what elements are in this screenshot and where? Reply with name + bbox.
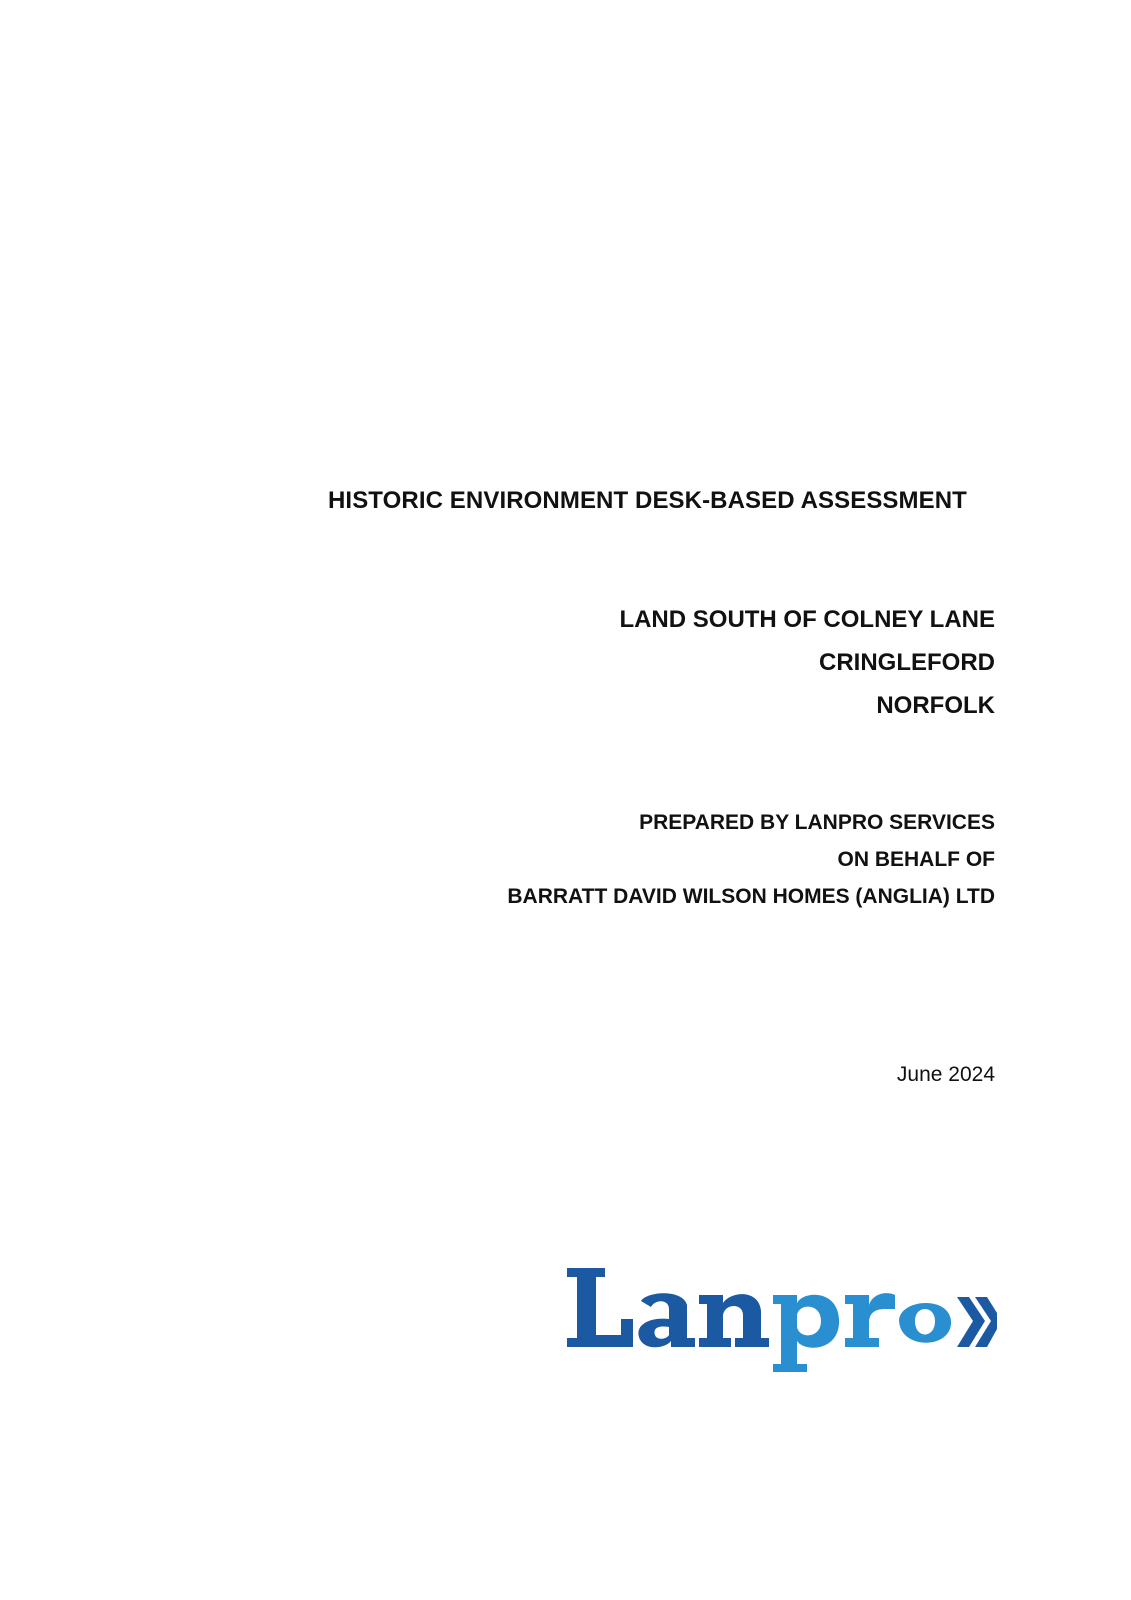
report-title: HISTORIC ENVIRONMENT DESK-BASED ASSESSMENT <box>328 487 967 514</box>
double-chevron-icon <box>957 1297 997 1347</box>
logo-letter-a <box>638 1293 695 1347</box>
prepared-line: ON BEHALF OF <box>837 848 995 871</box>
location-line: NORFOLK <box>876 692 995 719</box>
prepared-line: PREPARED BY LANPRO SERVICES <box>639 811 995 834</box>
logo-letter-o <box>899 1303 951 1343</box>
prepared-line: BARRATT DAVID WILSON HOMES (ANGLIA) LTD <box>507 885 995 908</box>
site-location <box>619 598 995 727</box>
logo-letter-n <box>699 1294 769 1347</box>
lanpro-logo <box>565 1263 997 1373</box>
location-line: LAND SOUTH OF COLNEY LANE <box>619 606 995 633</box>
logo-letter-r <box>845 1293 895 1347</box>
report-date: June 2024 <box>896 1063 995 1086</box>
location-line: CRINGLEFORD <box>819 649 995 676</box>
logo-letter-l <box>567 1268 633 1347</box>
logo-letter-p <box>773 1295 839 1372</box>
prepared-by <box>507 804 995 915</box>
